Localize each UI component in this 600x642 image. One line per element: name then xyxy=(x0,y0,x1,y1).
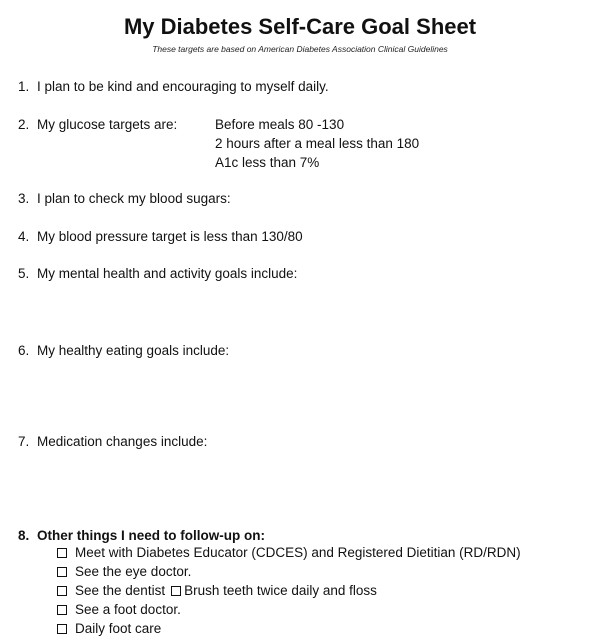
goal-item-7 xyxy=(18,434,207,449)
checkbox[interactable] xyxy=(57,624,67,634)
checkbox[interactable] xyxy=(57,586,67,596)
followup-label: Meet with Diabetes Educator (CDCES) and Registered Dietitian (RD/RDN) xyxy=(75,545,521,560)
item-text: I plan to check my blood sugars: xyxy=(37,191,231,206)
item-text: Other things I need to follow-up on: xyxy=(37,528,265,543)
item-text: My glucose targets are: xyxy=(37,117,178,132)
goal-item-2 xyxy=(18,117,177,132)
followup-label: See the dentist xyxy=(75,583,166,598)
checkbox-brush-teeth[interactable] xyxy=(171,586,181,596)
item-number: 5. xyxy=(18,266,30,281)
followup-label-brush-teeth: Brush teeth twice daily and floss xyxy=(184,583,377,598)
followup-eye-doctor[interactable] xyxy=(57,564,191,579)
item-text: My mental health and activity goals include: xyxy=(37,266,298,281)
page-subtitle: These targets are based on American Diabetes Association Clinical Guidelines xyxy=(152,44,448,54)
item-number: 7. xyxy=(18,434,30,449)
goal-item-6 xyxy=(18,343,229,358)
item-number: 8. xyxy=(18,528,30,543)
item-number: 2. xyxy=(18,117,30,132)
item-number: 6. xyxy=(18,343,30,358)
item-text: My healthy eating goals include: xyxy=(37,343,230,358)
followup-label: Daily foot care xyxy=(75,621,162,636)
item-text: Medication changes include: xyxy=(37,434,208,449)
item-number: 3. xyxy=(18,191,30,206)
item-text: My blood pressure target is less than 130/80 xyxy=(37,229,303,244)
glucose-target-after-meal: 2 hours after a meal less than 180 xyxy=(215,136,420,151)
goal-item-5 xyxy=(18,266,297,281)
goal-item-1 xyxy=(18,79,329,94)
checkbox[interactable] xyxy=(57,548,67,558)
item-text: I plan to be kind and encouraging to myself daily. xyxy=(37,79,329,94)
followup-foot-care[interactable] xyxy=(57,621,161,636)
goal-item-8 xyxy=(18,528,265,543)
checkbox[interactable] xyxy=(57,605,67,615)
glucose-target-a1c: A1c less than 7% xyxy=(215,155,320,170)
followup-diabetes-educator[interactable] xyxy=(57,545,521,560)
followup-foot-doctor[interactable] xyxy=(57,602,181,617)
item-number: 4. xyxy=(18,229,30,244)
page-title: My Diabetes Self-Care Goal Sheet xyxy=(123,14,477,39)
glucose-target-before-meals: Before meals 80 -130 xyxy=(215,117,345,132)
followup-label: See the eye doctor. xyxy=(75,564,192,579)
checkbox[interactable] xyxy=(57,567,67,577)
item-number: 1. xyxy=(18,79,30,94)
glucose-targets xyxy=(215,115,419,172)
goal-item-4 xyxy=(18,229,303,244)
followup-label: See a foot doctor. xyxy=(75,602,181,617)
goal-item-3 xyxy=(18,191,231,206)
followup-dentist[interactable] xyxy=(57,583,377,598)
